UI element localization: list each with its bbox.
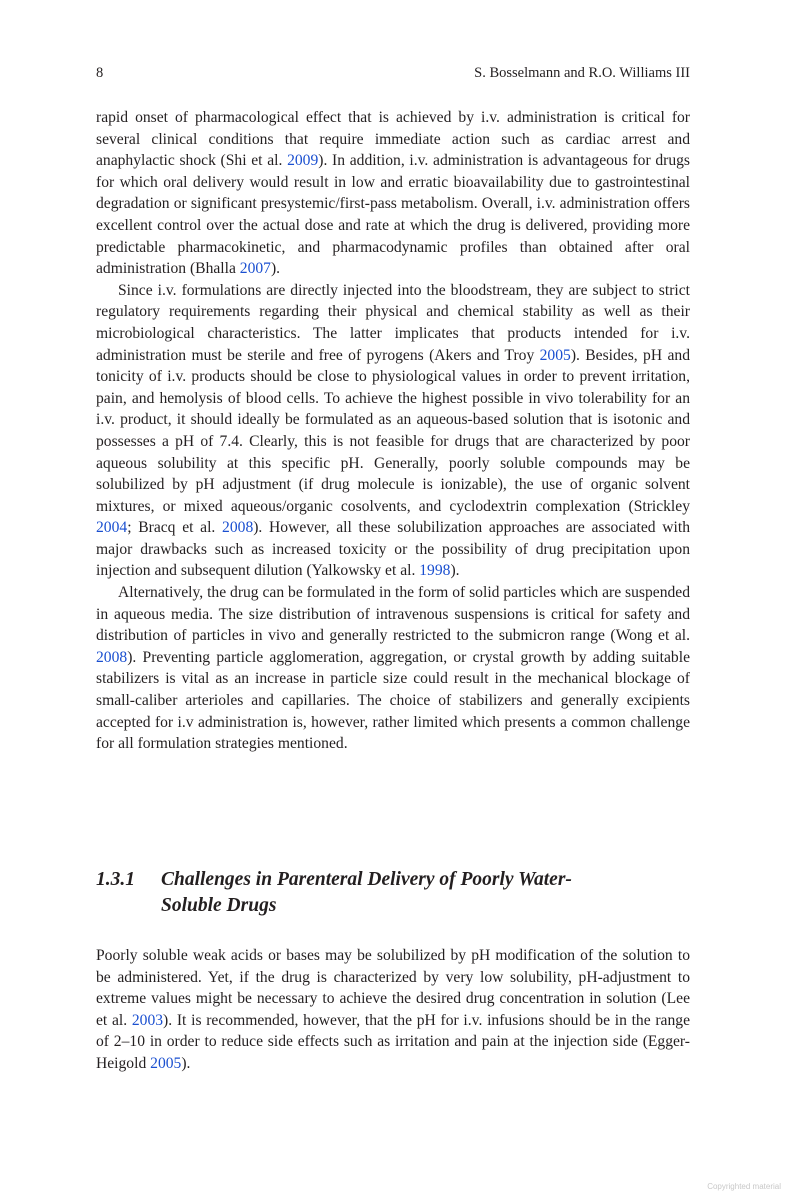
text-run: ). However, all these solubilization approaches are associated with major drawbacks such as increased toxicity or the possibility of drug precipitation upon injection and subsequent dilution (Yalkowsky et al. [96,519,690,580]
citation-link[interactable]: 2008 [96,648,128,666]
citation-link[interactable]: 2003 [131,1011,164,1029]
text-run: Poorly soluble weak acids or bases may be solubilized by pH modification of the solution to be administered. Yet, if the drug is characterized by very low solubility, pH-adjustment to extreme values might be necessary to achieve the desired drug concentration in solution (Lee et al. [96,947,690,1029]
text-run: ). Preventing particle agglomeration, aggregation, or crystal growth by adding suitable stabilizers is vital as an increase in particle size could result in the mechanical blockage of small-caliber arterioles and capillaries. The choice of stabilizers and generally excipients accepted for i.v administration is, however, rather limited which presents a common challenge for all formulation strategies mentioned. [96,648,690,753]
section-title: Challenges in Parenteral Delivery of Poorly Water-Soluble Drugs [161,869,572,916]
body-text-lower [96,945,690,1075]
page-number: 8 [96,65,104,81]
text-run: ). [181,1054,191,1072]
citation-link[interactable]: 2007 [239,260,271,278]
text-run: ; Bracq et al. [127,519,223,537]
citation-link[interactable]: 2008 [222,519,254,537]
citation-link[interactable]: 2004 [96,519,128,537]
citation-link[interactable]: 2005 [150,1054,182,1072]
text-run: ). In addition, i.v. administration is advantageous for drugs for which oral delivery would result in low and erratic bioavailability due to gastrointestinal degradation or significant presystemic/first-pass metabolism. Overall, i.v. administration offers excellent control over the actual dose and rate at which the drug is delivered, providing more predictable pharmacokinetic, and pharmacodynamic profiles than obtained after oral administration (Bhalla [96,152,690,278]
text-run: ). Besides, pH and tonicity of i.v. products should be close to physiological values in order to prevent irritation, pain, and hemolysis of blood cells. To achieve the highest possible in vivo tolerability for an i.v. product, it should ideally be formulated as an aqueous-based solution that is isotonic and possesses a pH of 7.4. Clearly, this is not feasible for drugs that are characterized by poor aqueous solubility at this specific pH. Generally, poorly soluble compounds may be solubilized by pH adjustment (if drug molecule is ionizable), the use of organic solvent mixtures, or mixed aqueous/organic cosolvents, and cyclodextrin complexation (Strickley [96,346,690,515]
paragraph-suspensions [96,582,690,755]
paragraph-continued [96,107,690,280]
text-run: Alternatively, the drug can be formulated in the form of solid particles which are suspended in aqueous media. The size distribution of intravenous suspensions is critical for safety and distribution of particles in vivo and generally restricted to the submicron range (Wong et al. [96,584,690,645]
citation-link[interactable]: 2005 [539,346,571,364]
paragraph-ph-modification [96,945,690,1075]
text-run: ). [450,562,460,580]
running-head [96,62,690,84]
copyright-watermark: Copyrighted material [707,1182,781,1191]
text-run: Since i.v. formulations are directly injected into the bloodstream, they are subject to strict regulatory requirements regarding their physical and chemical stability as well as their microbiological characteristics. The latter implicates that products intended for i.v. administration must be sterile and free of pyrogens (Akers and Troy [96,281,690,364]
text-run: ). [270,260,281,278]
text-run: rapid onset of pharmacological effect that is achieved by i.v. administration is critical for several clinical conditions that require immediate action such as cardiac arrest and anaphylactic shock (Shi et al. [96,109,690,170]
paragraph-regulatory-requirements [96,280,690,582]
running-head-authors: S. Bosselmann and R.O. Williams III [474,65,690,81]
body-text-upper [96,107,690,755]
citation-link[interactable]: 1998 [419,562,451,580]
section-number: 1.3.1 [96,869,135,890]
text-run: ). It is recommended, however, that the pH for i.v. infusions should be in the range of 2–10 in order to reduce side effects such as irritation and pain at the injection side (Egger-Heigold [96,1011,690,1072]
citation-link[interactable]: 2009 [287,152,319,170]
